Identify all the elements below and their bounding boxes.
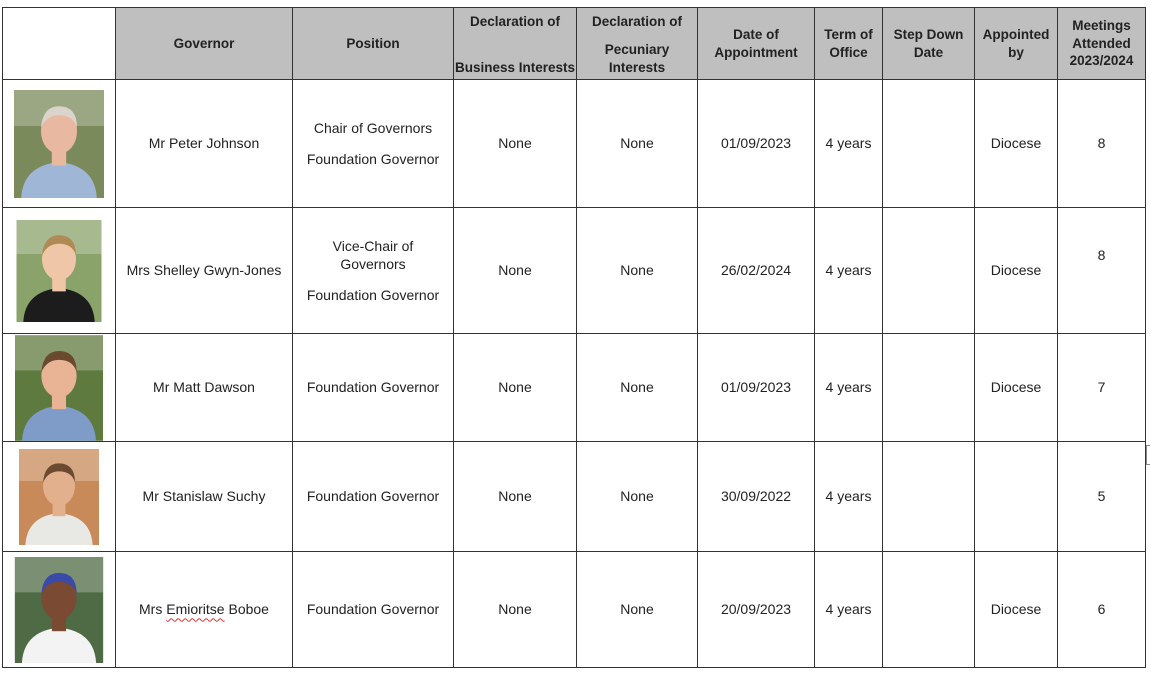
term-of-office [815, 552, 883, 668]
term-of-office [815, 442, 883, 552]
governor-photo [13, 557, 105, 663]
meetings-attended-text: 7 [1097, 379, 1106, 396]
appointed-by-text: Diocese [990, 601, 1042, 618]
header-term-of-office: Term of Office [815, 8, 883, 80]
header-pecuniary-interests [577, 8, 698, 80]
photo-cell [3, 334, 116, 442]
governor-name-text: Mr Matt Dawson [153, 379, 255, 396]
step-down-date [883, 80, 975, 208]
photo-cell [3, 442, 116, 552]
governor-name [116, 334, 293, 442]
step-down-date [883, 208, 975, 334]
step-down-date [883, 552, 975, 668]
position-line: Foundation Governor [306, 601, 440, 618]
date-of-appointment-text: 30/09/2022 [720, 488, 792, 505]
appointed-by [975, 334, 1058, 442]
position-line: Foundation Governor [306, 379, 440, 396]
meetings-attended-text: 8 [1097, 247, 1106, 263]
date-of-appointment [698, 80, 815, 208]
header-business-bottom: Business Interests [454, 59, 576, 75]
date-of-appointment-text: 01/09/2023 [720, 135, 792, 152]
header-date-of-appointment: Date of Appointment [698, 8, 815, 80]
term-of-office-text: 4 years [825, 262, 872, 279]
governor-position [293, 208, 454, 334]
business-interests [454, 442, 577, 552]
governor-row [3, 552, 1146, 668]
position-line: Vice-Chair of Governors [332, 238, 414, 273]
term-of-office-text: 4 years [825, 135, 872, 152]
governor-position [293, 442, 454, 552]
appointed-by [975, 80, 1058, 208]
governor-name-text: Mr Stanislaw Suchy [142, 488, 266, 505]
governors-table [2, 7, 1146, 668]
governor-photo [15, 335, 103, 441]
pecuniary-interests-text: None [620, 488, 654, 505]
date-of-appointment [698, 442, 815, 552]
term-of-office [815, 334, 883, 442]
date-of-appointment [698, 552, 815, 668]
header-business-interests [454, 8, 577, 80]
governor-name [116, 208, 293, 334]
governor-position [293, 80, 454, 208]
position-line: Foundation Governor [306, 150, 440, 167]
governor-name-text: Mrs Shelley Gwyn-Jones [126, 262, 282, 279]
step-down-date [883, 442, 975, 552]
governor-photo [16, 220, 102, 322]
date-of-appointment-text: 01/09/2023 [720, 379, 792, 396]
meetings-attended [1058, 552, 1146, 668]
date-of-appointment [698, 208, 815, 334]
header-step-down-date: Step Down Date [883, 8, 975, 80]
governor-name-text: Mr Peter Johnson [148, 135, 260, 152]
position-line: Chair of Governors [313, 120, 433, 137]
spellcheck-word: Emioritse [166, 601, 225, 618]
pecuniary-interests-text: None [620, 379, 654, 396]
header-pecuniary-top: Declaration of [591, 13, 683, 29]
pecuniary-interests [577, 552, 698, 668]
position-line: Foundation Governor [306, 286, 440, 303]
governor-row [3, 442, 1146, 552]
photo-cell [3, 208, 116, 334]
pecuniary-interests [577, 442, 698, 552]
appointed-by [975, 442, 1058, 552]
pecuniary-interests [577, 334, 698, 442]
meetings-attended [1058, 442, 1146, 552]
business-interests-text: None [498, 262, 532, 279]
term-of-office-text: 4 years [825, 379, 872, 396]
term-of-office [815, 80, 883, 208]
business-interests-text: None [498, 488, 532, 505]
appointed-by [975, 208, 1058, 334]
governor-photo [14, 88, 104, 200]
photo-cell [3, 552, 116, 668]
appointed-by-text: Diocese [990, 379, 1042, 396]
meetings-attended-text: 5 [1097, 488, 1106, 505]
governor-position [293, 552, 454, 668]
pecuniary-interests [577, 80, 698, 208]
pecuniary-interests-text: None [620, 601, 654, 618]
scroll-edge-marker [1146, 445, 1150, 465]
business-interests [454, 552, 577, 668]
appointed-by [975, 552, 1058, 668]
header-business-top: Declaration of [469, 13, 561, 29]
header-governor: Governor [116, 8, 293, 80]
position-line: Foundation Governor [306, 488, 440, 505]
business-interests [454, 208, 577, 334]
header-position: Position [293, 8, 454, 80]
meetings-attended-text: 6 [1097, 601, 1106, 618]
governor-position [293, 334, 454, 442]
business-interests [454, 80, 577, 208]
business-interests-text: None [498, 379, 532, 396]
term-of-office-text: 4 years [825, 488, 872, 505]
pecuniary-interests-text: None [620, 262, 654, 279]
appointed-by-text: Diocese [990, 262, 1042, 279]
photo-cell [3, 80, 116, 208]
governor-row [3, 334, 1146, 442]
pecuniary-interests [577, 208, 698, 334]
header-pecuniary-bottom: Pecuniary Interests [604, 42, 670, 75]
pecuniary-interests-text: None [620, 135, 654, 152]
appointed-by-text: Diocese [990, 135, 1042, 152]
governor-name-text: Mrs Emioritse Boboe [139, 601, 269, 618]
term-of-office [815, 208, 883, 334]
business-interests [454, 334, 577, 442]
governor-row [3, 80, 1146, 208]
business-interests-text: None [498, 135, 532, 152]
term-of-office-text: 4 years [825, 601, 872, 618]
header-appointed-by: Appointed by [975, 8, 1058, 80]
governor-name [116, 552, 293, 668]
date-of-appointment-text: 26/02/2024 [720, 262, 792, 279]
photo-header [3, 8, 116, 80]
date-of-appointment-text: 20/09/2023 [720, 601, 792, 618]
date-of-appointment [698, 334, 815, 442]
meetings-attended [1058, 80, 1146, 208]
governor-name [116, 442, 293, 552]
meetings-attended-text: 8 [1097, 135, 1106, 152]
header-meetings-attended: Meetings Attended 2023/2024 [1058, 8, 1146, 80]
governor-photo [16, 449, 102, 545]
meetings-attended [1058, 334, 1146, 442]
meetings-attended [1058, 208, 1146, 334]
governor-row [3, 208, 1146, 334]
step-down-date [883, 334, 975, 442]
header-row [3, 8, 1146, 80]
business-interests-text: None [498, 601, 532, 618]
governor-name [116, 80, 293, 208]
